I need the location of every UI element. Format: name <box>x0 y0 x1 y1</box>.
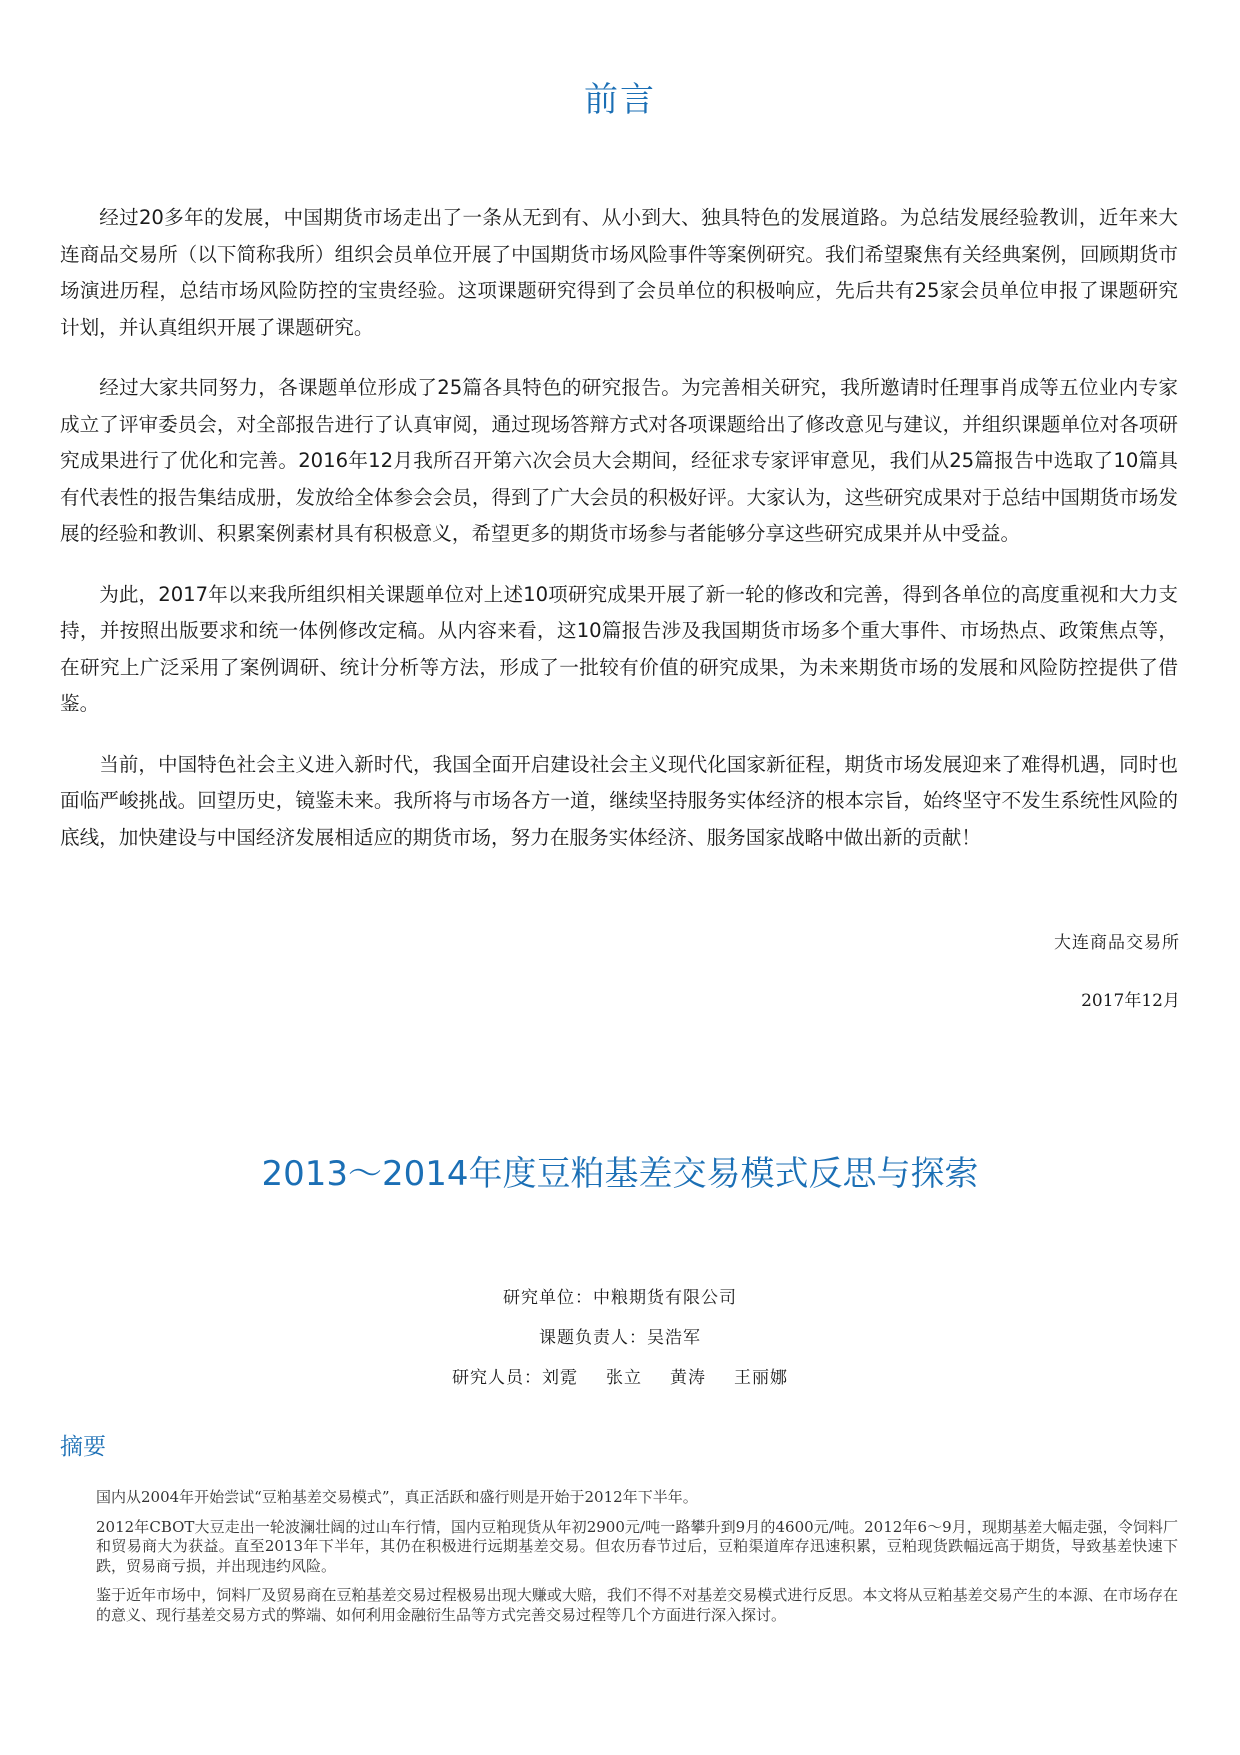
preface-body <box>60 200 1178 880</box>
report-title: 2013～2014年度豆粕基差交易模式反思与探索 <box>261 1154 979 1194</box>
project-leader: 课题负责人：吴浩军 <box>539 1328 701 1348</box>
signature-organization: 大连商品交易所 <box>1054 933 1180 953</box>
abstract-paragraph: 2012年CBOT大豆走出一轮波澜壮阔的过山车行情，国内豆粕现货从年初2900元/吨一路攀升到9月的4600元/吨。2012年6～9月，现期基差大幅走强，令饲料厂和贸易商大为获益。直至2013年下半年，其仍在积极进行远期基差交易。但农历春节过后，豆粕渠道库存迅速积累，豆粕现货跌幅远高于期货，导致基差快速下跌，贸易商亏损，并出现违约风险。 <box>96 1517 1178 1575</box>
abstract-heading: 摘要 <box>60 1434 106 1460</box>
research-members-label: 研究人员： <box>452 1368 542 1388</box>
signature-date: 2017年12月 <box>1081 991 1180 1011</box>
preface-paragraph: 为此，2017年以来我所组织相关课题单位对上述10项研究成果开展了新一轮的修改和完善，得到各单位的高度重视和大力支持，并按照出版要求和统一体例修改定稿。从内容来看，这10篇报告涉及我国期货市场多个重大事件、市场热点、政策焦点等，在研究上广泛采用了案例调研、统计分析等方法，形成了一批较有价值的研究成果，为未来期货市场的发展和风险防控提供了借鉴。 <box>60 582 1178 715</box>
abstract-paragraph: 国内从2004年开始尝试“豆粕基差交易模式”，真正活跃和盛行则是开始于2012年下半年。 <box>96 1488 698 1506</box>
preface-title: 前言 <box>584 80 656 120</box>
preface-paragraph: 当前，中国特色社会主义进入新时代，我国全面开启建设社会主义现代化国家新征程，期货市场发展迎来了难得机遇，同时也面临严峻挑战。回望历史，镜鉴未来。我所将与市场各方一道，继续坚持服务实体经济的根本宗旨，始终坚守不发生系统性风险的底线，加快建设与中国经济发展相适应的期货市场，努力在服务实体经济、服务国家战略中做出新的贡献！ <box>60 752 1178 849</box>
research-member: 黄涛 <box>670 1368 706 1388</box>
research-member: 刘霓 <box>542 1368 578 1388</box>
research-unit: 研究单位：中粮期货有限公司 <box>503 1288 737 1308</box>
research-member: 王丽娜 <box>734 1368 788 1388</box>
preface-paragraph: 经过大家共同努力，各课题单位形成了25篇各具特色的研究报告。为完善相关研究，我所邀请时任理事肖成等五位业内专家成立了评审委员会，对全部报告进行了认真审阅，通过现场答辩方式对各项课题给出了修改意见与建议，并组织课题单位对各项研究成果进行了优化和完善。2016年12月我所召开第六次会员大会期间，经征求专家评审意见，我们从25篇报告中选取了10篇具有代表性的报告集结成册，发放给全体参会会员，得到了广大会员的积极好评。大家认为，这些研究成果对于总结中国期货市场发展的经验和教训、积累案例素材具有积极意义，希望更多的期货市场参与者能够分享这些研究成果并从中受益。 <box>60 376 1178 545</box>
research-members <box>0 1363 1240 1388</box>
abstract-body <box>96 1488 1178 1635</box>
abstract-paragraph: 鉴于近年市场中，饲料厂及贸易商在豆粕基差交易过程极易出现大赚或大赔，我们不得不对基差交易模式进行反思。本文将从豆粕基差交易产生的本源、在市场存在的意义、现行基差交易方式的弊端、如何利用金融衍生品等方式完善交易过程等几个方面进行深入探讨。 <box>96 1586 1178 1624</box>
research-member: 张立 <box>606 1368 642 1388</box>
preface-paragraph: 经过20多年的发展，中国期货市场走出了一条从无到有、从小到大、独具特色的发展道路。为总结发展经验教训，近年来大连商品交易所（以下简称我所）组织会员单位开展了中国期货市场风险事件等案例研究。我们希望聚焦有关经典案例，回顾期货市场演进历程，总结市场风险防控的宝贵经验。这项课题研究得到了会员单位的积极响应，先后共有25家会员单位申报了课题研究计划，并认真组织开展了课题研究。 <box>60 206 1178 339</box>
